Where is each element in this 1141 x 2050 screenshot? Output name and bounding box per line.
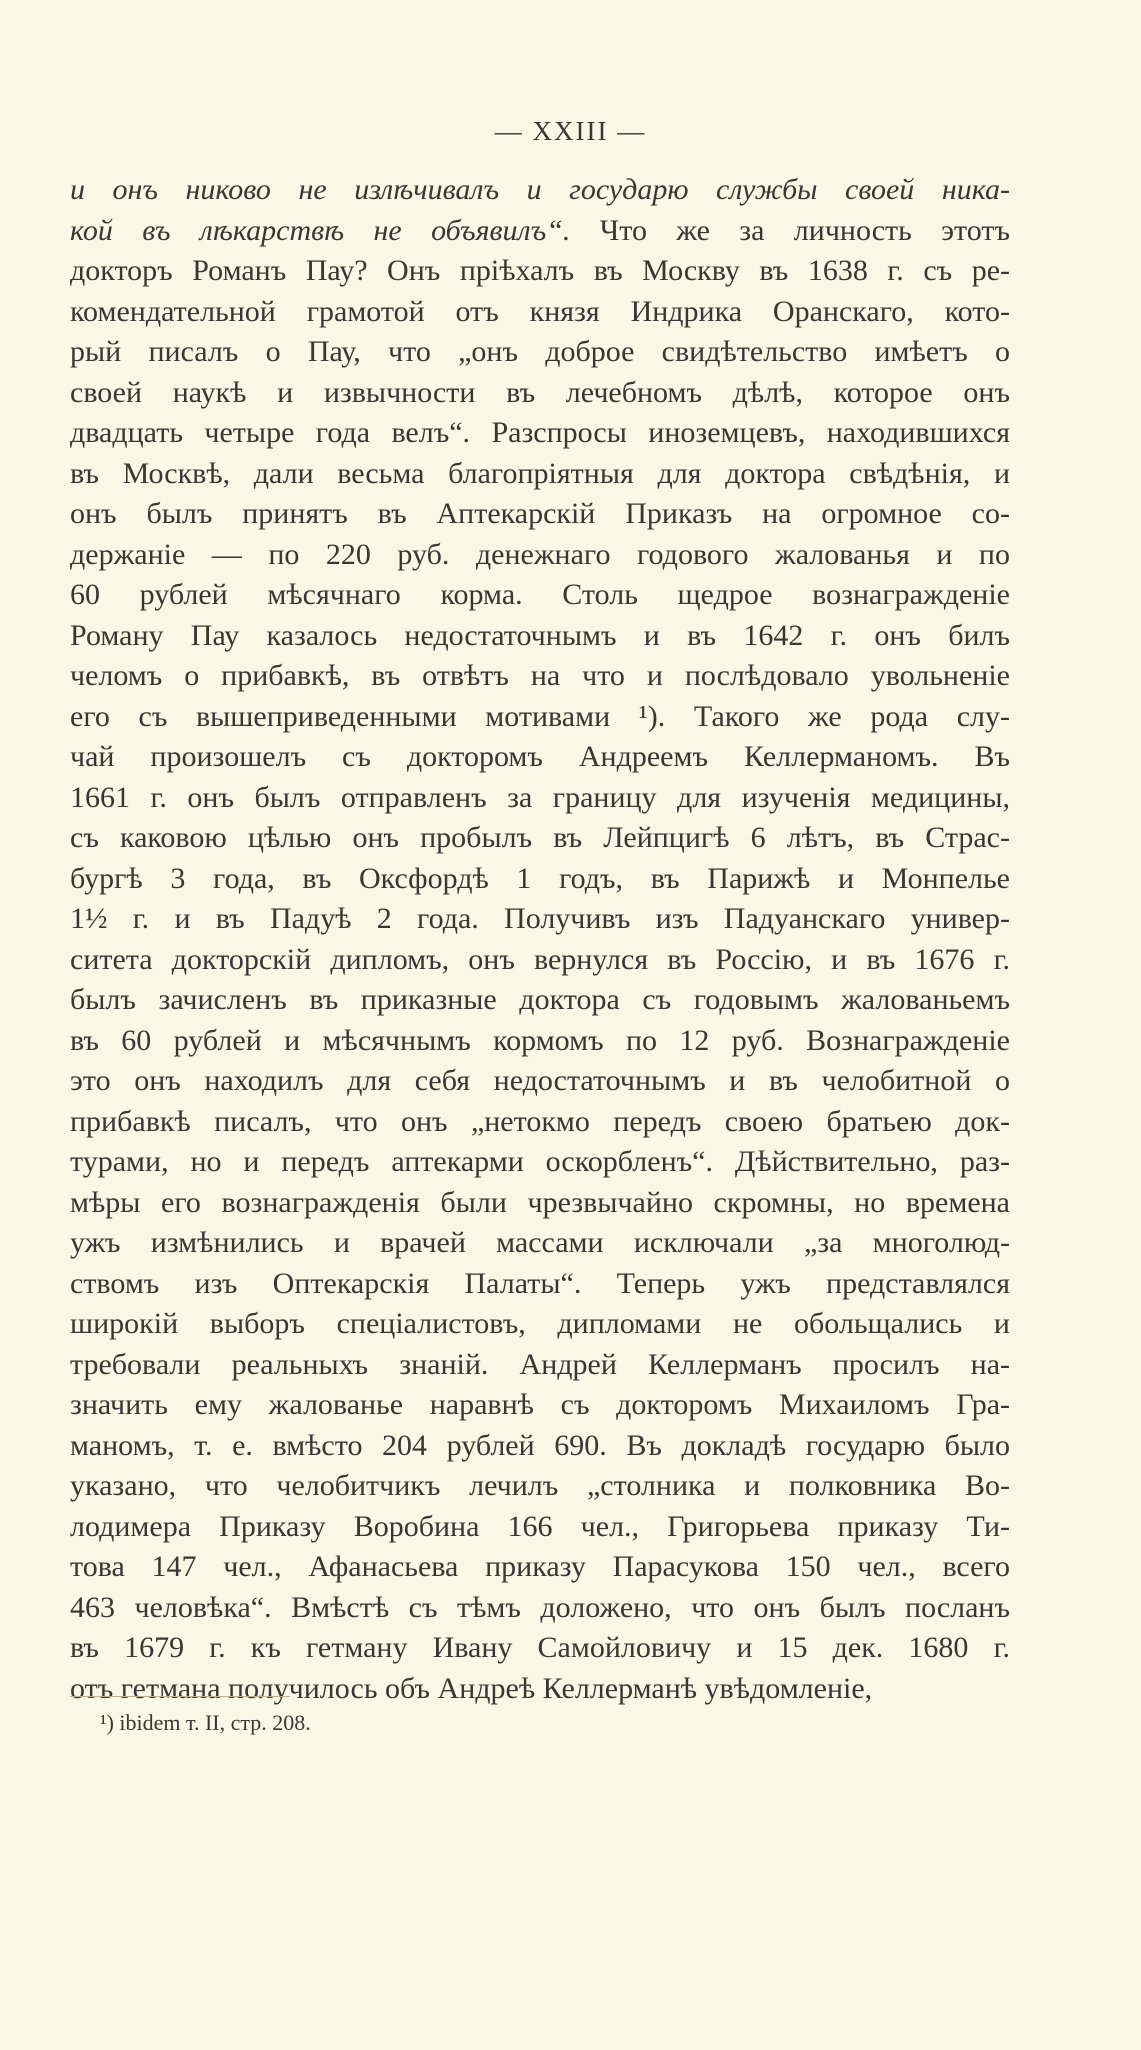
text-line: онъ былъ принятъ въ Аптекарскій Приказъ на огромное со-	[70, 497, 1010, 530]
text-fragment: Что же за личность этотъ	[570, 213, 1010, 247]
text-line: въ 1679 г. къ гетману Ивану Самойловичу и 15 дек. 1680 г.	[70, 1631, 1010, 1664]
text-line: чай произошелъ съ докторомъ Андреемъ Келлерманомъ. Въ	[70, 740, 1010, 773]
text-line: въ Москвѣ, дали весьма благопріятныя для доктора свѣдѣнія, и	[70, 456, 1010, 490]
text-line: комендательной грамотой отъ князя Индрика Оранскаго, кото-	[70, 294, 1010, 328]
text-line: и онъ никово не излѣчивалъ и государю службы своей ника-	[70, 173, 1010, 206]
text-line: указано, что челобитчикъ лечилъ „столника и полковника Во-	[70, 1469, 1010, 1502]
text-line: челомъ о прибавкѣ, въ отвѣтъ на что и послѣдовало увольненіе	[70, 659, 1010, 692]
text-line: бургѣ 3 года, въ Оксфордѣ 1 годъ, въ Парижѣ и Монпелье	[70, 861, 1010, 895]
text-line	[70, 211, 1010, 252]
text-line: въ 60 рублей и мѣсячнымъ кормомъ по 12 руб. Вознагражденіе	[70, 1023, 1010, 1057]
footnote: ¹) ibidem т. II, стр. 208.	[100, 1710, 311, 1735]
text-line: 60 рублей мѣсячнаго корма. Столь щедрое вознагражденіе	[70, 578, 1010, 611]
text-line: это онъ находилъ для себя недостаточнымъ и въ челобитной о	[70, 1064, 1010, 1097]
text-line: ужъ измѣнились и врачей массами исключали „за многолюд-	[70, 1226, 1010, 1259]
text-line: 1½ г. и въ Падуѣ 2 года. Получивъ изъ Падуанскаго универ-	[70, 902, 1010, 935]
text-line: лодимера Приказу Воробина 166 чел., Григорьева приказу Ти-	[70, 1509, 1010, 1543]
body-text	[70, 170, 1010, 1709]
text-line: ствомъ изъ Оптекарскія Палаты“. Теперь ужъ представлялся	[70, 1266, 1010, 1300]
text-line: това 147 чел., Афанасьева приказу Парасукова 150 чел., всего	[70, 1550, 1010, 1583]
text-line: мѣры его вознагражденія были чрезвычайно скромны, но времена	[70, 1185, 1010, 1219]
page-number: — XXIII —	[494, 116, 647, 146]
text-line: рый писалъ о Пау, что „онъ доброе свидѣтельство имѣетъ о	[70, 335, 1010, 368]
text-line: двадцать четыре года велъ“. Разспросы иноземцевъ, находившихся	[70, 416, 1010, 449]
text-line: ситета докторскій дипломъ, онъ вернулся въ Россію, и въ 1676 г.	[70, 942, 1010, 976]
text-line: 1661 г. онъ былъ отправленъ за границу для изученія медицины,	[70, 780, 1010, 814]
text-line: Роману Пау казалось недостаточнымъ и въ 1642 г. онъ билъ	[70, 618, 1010, 652]
text-line: его съ вышеприведенными мотивами ¹). Такого же рода слу-	[70, 699, 1010, 733]
text-line: докторъ Романъ Пау? Онъ пріѣхалъ въ Москву въ 1638 г. съ ре-	[70, 254, 1010, 287]
text-line: прибавкѣ писалъ, что онъ „нетокмо передъ своею братьею док-	[70, 1104, 1010, 1138]
text-line: 463 человѣка“. Вмѣстѣ съ тѣмъ доложено, что онъ былъ посланъ	[70, 1590, 1010, 1624]
text-line: широкій выборъ спеціалистовъ, дипломами не обольщались и	[70, 1307, 1010, 1340]
text-line: маномъ, т. е. вмѣсто 204 рублей 690. Въ докладѣ государю было	[70, 1428, 1010, 1462]
text-line: турами, но и передъ аптекарми оскорбленъ“. Дѣйствительно, раз-	[70, 1145, 1010, 1178]
text-line: требовали реальныхъ знаній. Андрей Келлерманъ просилъ на-	[70, 1347, 1010, 1381]
text-line: былъ зачисленъ въ приказные доктора съ годовымъ жалованьемъ	[70, 983, 1010, 1016]
text-line: значить ему жалованье наравнѣ съ докторомъ Михаиломъ Гра-	[70, 1388, 1010, 1421]
text-line: съ каковою цѣлью онъ пробылъ въ Лейпцигѣ 6 лѣтъ, въ Страс-	[70, 821, 1010, 854]
text-line: отъ гетмана получилось объ Андреѣ Келлерманѣ увѣдомленіе,	[70, 1671, 873, 1705]
text-line: держаніе — по 220 руб. денежнаго годового жалованья и по	[70, 537, 1010, 571]
footnote-divider	[70, 1696, 290, 1697]
text-line: своей наукѣ и извычности въ лечебномъ дѣлѣ, которое онъ	[70, 375, 1010, 409]
quote-fragment: кой въ лѣкарствѣ не объявилъ“.	[70, 213, 571, 247]
